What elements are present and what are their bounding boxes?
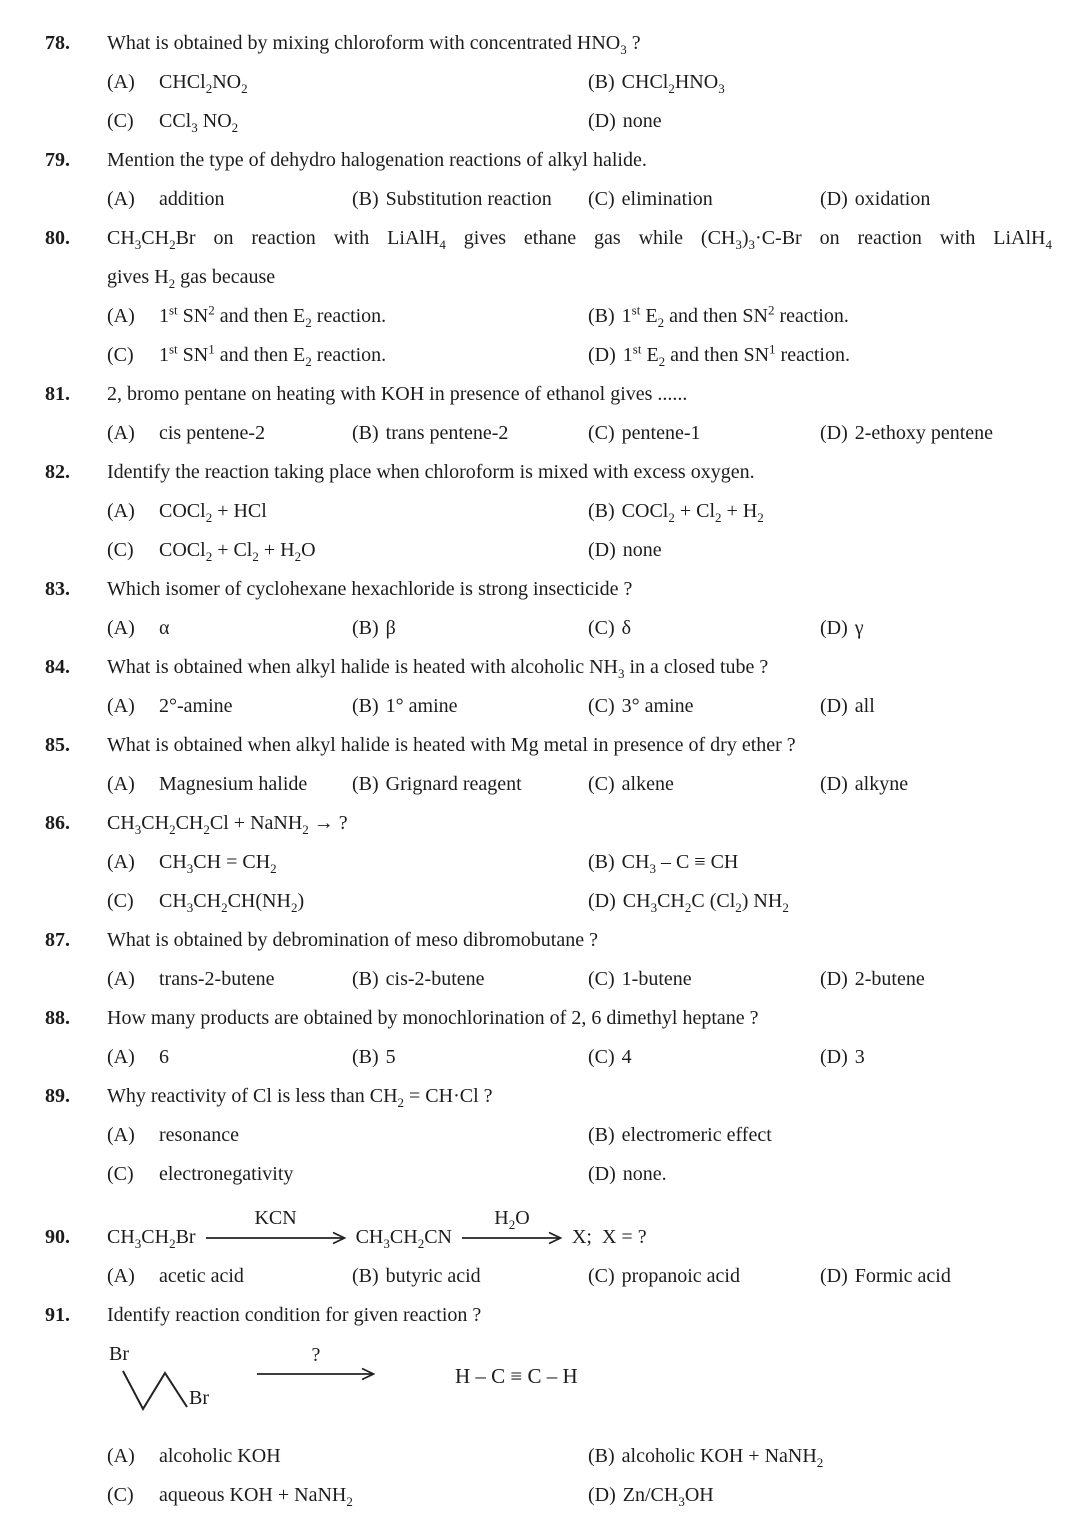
option-a: [107, 420, 352, 447]
option-label: (D): [820, 968, 848, 990]
option-text: all: [854, 695, 875, 717]
option-b: [588, 1443, 1052, 1470]
option-label: (A): [107, 851, 135, 873]
option-d: [820, 693, 1052, 720]
option-label: (D): [820, 695, 848, 717]
option-label: (A): [107, 773, 135, 795]
option-text: cis-2-butene: [385, 968, 485, 990]
question-block: [45, 1005, 1052, 1083]
option-c: [588, 1263, 820, 1290]
option-text: resonance: [159, 1124, 239, 1146]
option-text: 6: [159, 1046, 169, 1068]
option-label: (B): [588, 1445, 615, 1467]
question-number: 86.: [45, 812, 70, 834]
option-label: (A): [107, 188, 135, 210]
options-row: [107, 888, 1052, 915]
question-block: [45, 1083, 1052, 1200]
reaction-arrow-label: KCN: [254, 1206, 297, 1229]
option-b: [352, 420, 588, 447]
option-label: (A): [107, 305, 135, 327]
option-text: none: [622, 110, 662, 132]
option-text: cis pentene-2: [159, 422, 266, 444]
question-block: [45, 1200, 1052, 1302]
option-d: [588, 537, 1052, 564]
reaction-arrow: [462, 1206, 562, 1245]
option-d: [820, 420, 1052, 447]
question-number: 85.: [45, 734, 70, 756]
option-label: (C): [588, 1265, 615, 1287]
option-label: (C): [107, 1163, 134, 1185]
option-text: 4: [621, 1046, 632, 1068]
option-a: [107, 1122, 588, 1149]
options-row: [107, 1263, 1052, 1290]
options-row: [107, 615, 1052, 642]
option-c: [107, 342, 588, 369]
option-text: addition: [159, 188, 225, 210]
question-block: [45, 30, 1052, 147]
option-c: [588, 186, 820, 213]
question-number: 80.: [45, 227, 70, 249]
option-d: [588, 888, 1052, 915]
option-label: (D): [820, 422, 848, 444]
question-number: 89.: [45, 1085, 70, 1107]
option-d: [820, 966, 1052, 993]
options-row: [107, 498, 1052, 525]
question-text: Why reactivity of Cl is less than $CH_2 = CH\cdot Cl$ ?: [107, 1085, 493, 1110]
option-text: elimination: [621, 188, 713, 210]
option-label: (C): [588, 188, 615, 210]
option-text: Formic acid: [854, 1265, 951, 1287]
option-a: [107, 966, 352, 993]
option-c: [107, 537, 588, 564]
option-text: α: [159, 617, 170, 639]
question-body: [107, 1200, 1052, 1302]
option-label: (A): [107, 617, 135, 639]
option-label: (C): [588, 617, 615, 639]
question-block: [45, 1302, 1052, 1521]
option-label: (D): [820, 773, 848, 795]
option-text: Grignard reagent: [385, 773, 522, 795]
question-body: [107, 576, 1052, 654]
option-label: (B): [588, 71, 615, 93]
option-b: [352, 186, 588, 213]
option-a: [107, 771, 352, 798]
question-body: [107, 459, 1052, 576]
question-block: [45, 810, 1052, 927]
option-text: acetic acid: [159, 1265, 244, 1287]
question-body: [107, 1083, 1052, 1200]
options-row: [107, 849, 1052, 876]
option-text: CCl$_3$ $NO_2$: [159, 110, 239, 135]
option-label: (A): [107, 1445, 135, 1467]
option-text: propanoic acid: [621, 1265, 740, 1287]
option-text: $CHCl_2HNO_3$: [621, 71, 725, 96]
question-body: [107, 147, 1052, 225]
options-row: [107, 108, 1052, 135]
options-row: [107, 693, 1052, 720]
option-text: $CH_3$ – C ≡ CH: [621, 851, 739, 876]
reaction-formula: $CH_3CH_2CN$: [355, 1226, 452, 1251]
question-number: 84.: [45, 656, 70, 678]
option-text: trans pentene-2: [385, 422, 509, 444]
option-text: β: [385, 617, 396, 639]
option-text: γ: [854, 617, 864, 639]
option-label: (B): [588, 1124, 615, 1146]
option-label: (C): [107, 890, 134, 912]
question-text: What is obtained when alkyl halide is heated with alcoholic $NH_3$ in a closed tube ?: [107, 656, 769, 681]
question-body: [107, 1005, 1052, 1083]
question-body: [107, 810, 1052, 927]
option-text: alkyne: [854, 773, 909, 795]
structure-arrow: [257, 1343, 375, 1381]
option-text: 3: [854, 1046, 865, 1068]
option-b: [352, 771, 588, 798]
option-label: (D): [588, 1484, 616, 1506]
reaction-scheme: [107, 1341, 1052, 1433]
question-block: [45, 381, 1052, 459]
option-label: (B): [352, 1265, 379, 1287]
option-label: (C): [107, 110, 134, 132]
question-body: [107, 654, 1052, 732]
question-number: 88.: [45, 1007, 70, 1029]
option-text: none: [622, 539, 662, 561]
question-block: [45, 732, 1052, 810]
arrow-line-icon: [206, 1231, 346, 1245]
option-label: (D): [820, 617, 848, 639]
option-c: [588, 1044, 820, 1071]
molecule-structure: [107, 1341, 237, 1433]
option-label: (B): [352, 968, 379, 990]
option-text: alcoholic KOH + NaNH$_2$: [621, 1445, 824, 1470]
option-label: (A): [107, 695, 135, 717]
option-d: [588, 108, 1052, 135]
option-d: [588, 1161, 1052, 1188]
option-text: 5: [385, 1046, 396, 1068]
option-text: 2-butene: [854, 968, 925, 990]
question-text: Identify reaction condition for given reaction ?: [107, 1304, 482, 1326]
option-label: (A): [107, 1265, 135, 1287]
option-label: (D): [820, 1046, 848, 1068]
option-d: [820, 1263, 1052, 1290]
option-label: (C): [588, 422, 615, 444]
option-a: [107, 303, 588, 330]
question-block: [45, 576, 1052, 654]
question-text: $CH_3CH_2CH_2Cl$ + NaNH$_2$ → ?: [107, 812, 348, 837]
option-label: (C): [588, 1046, 615, 1068]
question-number: 90.: [45, 1226, 70, 1248]
option-label: (A): [107, 422, 135, 444]
question-number: 87.: [45, 929, 70, 951]
options-row: [107, 420, 1052, 447]
options-row: [107, 186, 1052, 213]
option-text: 1st $E_2$ and then $SN^2$ reaction.: [621, 302, 849, 330]
reaction-line: [107, 1200, 1052, 1251]
option-b: [352, 966, 588, 993]
option-b: [588, 849, 1052, 876]
options-row: [107, 1482, 1052, 1509]
question-block: [45, 654, 1052, 732]
option-text: alkene: [621, 773, 674, 795]
question-block: [45, 927, 1052, 1005]
question-number: 91.: [45, 1304, 70, 1326]
question-body: [107, 225, 1052, 381]
reaction-arrow: [206, 1206, 346, 1245]
options-row: [107, 69, 1052, 96]
option-c: [107, 1161, 588, 1188]
option-label: (D): [588, 344, 616, 366]
option-d: [820, 186, 1052, 213]
question-text: Identify the reaction taking place when chloroform is mixed with excess oxygen.: [107, 461, 755, 483]
question-text: $CH_3CH_2Br$ on reaction with LiAlH$_4$ gives ethane gas while $(CH_3)_3\cdot C-Br$ on reaction with LiAlH$_4$: [107, 227, 1052, 252]
option-label: (D): [820, 188, 848, 210]
question-body: [107, 927, 1052, 1005]
arrow-line-icon: [462, 1231, 562, 1245]
option-text: pentene-1: [621, 422, 701, 444]
option-c: [588, 771, 820, 798]
option-text: δ: [621, 617, 632, 639]
option-label: (B): [588, 305, 615, 327]
option-label: (C): [107, 344, 134, 366]
question-number: 79.: [45, 149, 70, 171]
question-number: 82.: [45, 461, 70, 483]
options-row: [107, 1044, 1052, 1071]
option-text: butyric acid: [385, 1265, 481, 1287]
option-c: [107, 1482, 588, 1509]
option-text: electromeric effect: [621, 1124, 772, 1146]
option-text: alcoholic KOH: [159, 1445, 281, 1467]
question-body: [107, 1302, 1052, 1521]
option-label: (C): [588, 968, 615, 990]
options-row: [107, 1161, 1052, 1188]
option-label: (A): [107, 1124, 135, 1146]
option-label: (B): [352, 422, 379, 444]
option-text: 1-butene: [621, 968, 692, 990]
question-block: [45, 459, 1052, 576]
question-text: What is obtained by mixing chloroform with concentrated $HNO_3$ ?: [107, 32, 641, 57]
option-label: (C): [107, 1484, 134, 1506]
option-text: $CH_3CH = CH_2$: [159, 851, 277, 876]
option-b: [352, 1044, 588, 1071]
question-number: 78.: [45, 32, 70, 54]
option-b: [352, 1263, 588, 1290]
options-row: [107, 1122, 1052, 1149]
option-text: 2°-amine: [159, 695, 233, 717]
question-text: What is obtained by debromination of meso dibromobutane ?: [107, 929, 598, 951]
option-label: (B): [588, 500, 615, 522]
question-text: What is obtained when alkyl halide is heated with Mg metal in presence of dry ether ?: [107, 734, 796, 756]
option-d: [820, 771, 1052, 798]
option-text: $Zn/CH_3OH$: [622, 1484, 714, 1509]
option-d: [820, 1044, 1052, 1071]
option-label: (C): [588, 695, 615, 717]
option-d: [820, 615, 1052, 642]
option-text: $CHCl_2NO_2$: [159, 71, 248, 96]
option-text: trans-2-butene: [159, 968, 275, 990]
option-text: electronegativity: [159, 1163, 294, 1185]
options-row: [107, 1443, 1052, 1470]
question-number: 81.: [45, 383, 70, 405]
arrow-line-icon: [257, 1367, 375, 1381]
option-text: COCl$_2$ + $Cl_2 + H_2$: [621, 500, 764, 525]
option-c: [588, 693, 820, 720]
option-a: [107, 1263, 352, 1290]
option-text: 2-ethoxy pentene: [854, 422, 994, 444]
option-text: 3° amine: [621, 695, 694, 717]
option-c: [107, 108, 588, 135]
question-text: Which isomer of cyclohexane hexachloride is strong insecticide ?: [107, 578, 633, 600]
option-text: 1st $SN^2$ and then $E_2$ reaction.: [159, 302, 387, 330]
option-text: oxidation: [854, 188, 931, 210]
option-label: (B): [352, 1046, 379, 1068]
option-a: [107, 693, 352, 720]
option-label: (B): [352, 773, 379, 795]
structure-arrow-label: ?: [311, 1344, 321, 1366]
option-a: [107, 1044, 352, 1071]
question-body: [107, 732, 1052, 810]
option-label: (D): [588, 110, 616, 132]
option-a: [107, 1443, 588, 1470]
question-text: 2, bromo pentane on heating with KOH in presence of ethanol gives ......: [107, 383, 688, 405]
option-d: [588, 1482, 1052, 1509]
options-row: [107, 537, 1052, 564]
option-label: (B): [352, 617, 379, 639]
option-label: (D): [820, 1265, 848, 1287]
option-label: (C): [107, 539, 134, 561]
bromine-label-bottom: Br: [189, 1387, 209, 1409]
option-label: (B): [588, 851, 615, 873]
option-text: $CH_3CH_2C$ $(Cl_2)$ $NH_2$: [622, 890, 789, 915]
question-body: [107, 30, 1052, 147]
reaction-arrow-label: $H_2O$: [494, 1206, 530, 1232]
options-row: [107, 771, 1052, 798]
option-text: 1st $SN^1$ and then $E_2$ reaction.: [159, 341, 387, 369]
option-label: (C): [588, 773, 615, 795]
option-c: [588, 420, 820, 447]
option-text: COCl$_2$ + HCl: [159, 500, 267, 525]
option-a: [107, 498, 588, 525]
option-label: (D): [588, 539, 616, 561]
option-b: [588, 69, 1052, 96]
option-a: [107, 186, 352, 213]
option-b: [588, 498, 1052, 525]
question-text: How many products are obtained by monochlorination of 2, 6 dimethyl heptane ?: [107, 1007, 759, 1029]
option-text: none.: [622, 1163, 667, 1185]
option-text: Magnesium halide: [159, 773, 308, 795]
option-text: aqueous KOH + NaNH$_2$: [159, 1484, 353, 1509]
question-block: [45, 225, 1052, 381]
option-label: (D): [588, 890, 616, 912]
question-block: [45, 147, 1052, 225]
option-b: [352, 693, 588, 720]
option-label: (A): [107, 500, 135, 522]
option-c: [107, 888, 588, 915]
option-label: (D): [588, 1163, 616, 1185]
option-text: 1° amine: [385, 695, 458, 717]
option-b: [588, 303, 1052, 330]
option-a: [107, 615, 352, 642]
question-text: Mention the type of dehydro halogenation reactions of alkyl halide.: [107, 149, 647, 171]
option-text: Substitution reaction: [385, 188, 552, 210]
question-body: [107, 381, 1052, 459]
option-label: (B): [352, 695, 379, 717]
option-label: (A): [107, 1046, 135, 1068]
option-label: (B): [352, 188, 379, 210]
bromine-label-top: Br: [109, 1343, 129, 1365]
option-d: [588, 342, 1052, 369]
product-formula: H – C ≡ C – H: [455, 1364, 578, 1388]
option-c: [588, 615, 820, 642]
reaction-formula: $CH_3CH_2Br$: [107, 1226, 196, 1251]
option-b: [588, 1122, 1052, 1149]
option-text: 1st $E_2$ and then $SN^1$ reaction.: [622, 341, 850, 369]
reaction-formula: X; X = ?: [571, 1226, 647, 1248]
question-number: 83.: [45, 578, 70, 600]
option-label: (A): [107, 968, 135, 990]
option-text: $CH_3CH_2CH(NH_2)$: [159, 890, 305, 915]
option-label: (A): [107, 71, 135, 93]
question-text: gives $H_2$ gas because: [107, 266, 276, 291]
options-row: [107, 966, 1052, 993]
options-row: [107, 342, 1052, 369]
option-a: [107, 69, 588, 96]
options-row: [107, 303, 1052, 330]
option-a: [107, 849, 588, 876]
option-b: [352, 615, 588, 642]
option-c: [588, 966, 820, 993]
option-text: COCl$_2$ + $Cl_2 + H_2O$: [159, 539, 316, 564]
